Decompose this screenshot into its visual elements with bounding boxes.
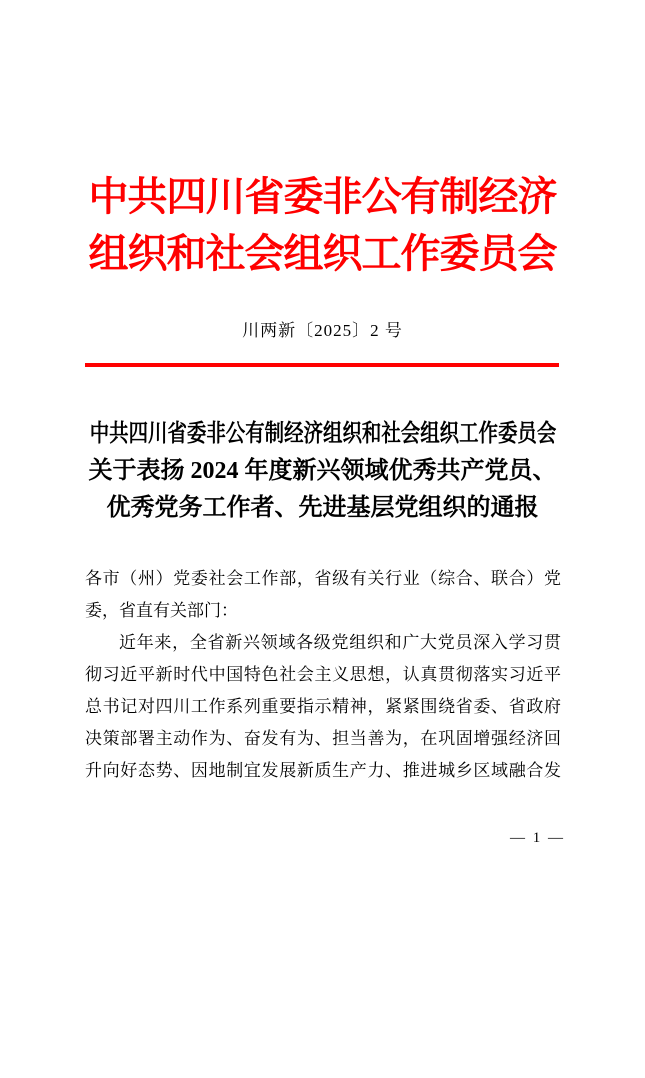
body-text-line-6: 决策部署主动作为、奋发有为、担当善为，在巩固增强经济回 (85, 729, 561, 748)
letterhead-org-name (0, 168, 645, 282)
body-text-line-2: 委，省直有关部门： (85, 601, 238, 620)
document-title-line-1-text: 中共四川省委非公有制经济组织和社会组织工作委员会 (89, 421, 556, 447)
body-text (85, 563, 561, 787)
body-text-line-3: 近年来，全省新兴领域各级党组织和广大党员深入学习贯 (119, 633, 561, 652)
body-text-line-1: 各市（州）党委社会工作部，省级有关行业（综合、联合）党 (85, 569, 561, 588)
page-number: — 1 — (510, 830, 565, 846)
body-text-line-5: 总书记对四川工作系列重要指示精神，紧紧围绕省委、省政府 (85, 697, 561, 716)
document-title (0, 416, 645, 527)
letterhead-org-name-line-1: 中共四川省委非公有制经济 (88, 174, 557, 219)
red-divider-line (85, 363, 559, 367)
body-text-line-4: 彻习近平新时代中国特色社会主义思想，认真贯彻落实习近平 (85, 665, 561, 684)
body-text-line-7: 升向好态势、因地制宜发展新质生产力、推进城乡区域融合发 (85, 761, 561, 780)
document-title-line-2: 关于表扬 2024 年度新兴领域优秀共产党员、 (88, 458, 557, 484)
document-title-line-1 (0, 416, 645, 453)
document-number: 川两新〔2025〕2 号 (242, 321, 403, 340)
letterhead-org-name-line-2: 组织和社会组织工作委员会 (88, 231, 557, 276)
document-title-line-3: 优秀党务工作者、先进基层党组织的通报 (106, 495, 539, 521)
document-page (0, 168, 645, 1078)
